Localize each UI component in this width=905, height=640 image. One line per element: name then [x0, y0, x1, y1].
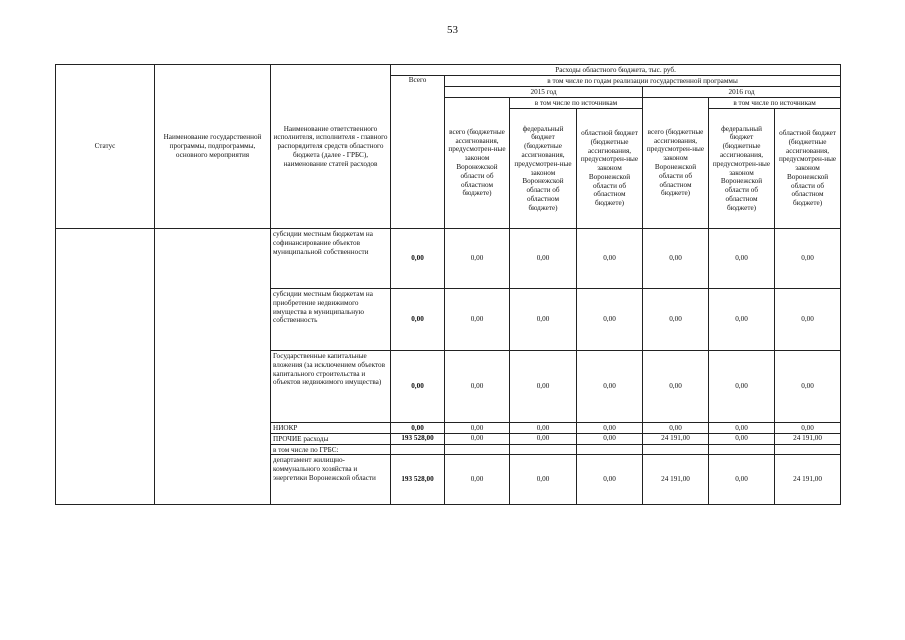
- header-all-2015: всего (бюджетные ассигнования, предусмотрен-ные законом Воронежской области об областном бюджете): [445, 98, 510, 229]
- row-2015-federal: 0,00: [510, 423, 577, 434]
- row-2015-regional: 0,00: [577, 229, 643, 289]
- row-total: 0,00: [391, 423, 445, 434]
- header-year-2016: 2016 год: [643, 87, 841, 98]
- row-2015-all: 0,00: [445, 351, 510, 423]
- row-2016-regional: 0,00: [775, 229, 841, 289]
- row-2015-regional: 0,00: [577, 433, 643, 444]
- row-2015-regional: 0,00: [577, 423, 643, 434]
- row-2015-federal: 0,00: [510, 455, 577, 505]
- row-2015-all: 0,00: [445, 229, 510, 289]
- empty-cell: [445, 444, 510, 455]
- row-2015-all: 0,00: [445, 423, 510, 434]
- row-total: 193 528,00: [391, 433, 445, 444]
- header-year-2015: 2015 год: [445, 87, 643, 98]
- empty-cell: [775, 444, 841, 455]
- header-sources-2015: в том числе по источникам: [510, 98, 643, 109]
- header-sources-2016: в том числе по источникам: [709, 98, 841, 109]
- row-2016-regional: 0,00: [775, 289, 841, 351]
- header-by-years: в том числе по годам реализации государственной программы: [445, 76, 841, 87]
- empty-cell: [510, 444, 577, 455]
- row-2016-federal: 0,00: [709, 455, 775, 505]
- row-2015-federal: 0,00: [510, 289, 577, 351]
- row-2016-federal: 0,00: [709, 423, 775, 434]
- header-regional-2015: областной бюджет (бюджетные ассигнования, предусмотрен-ные законом Воронежской области об областном бюджете): [577, 109, 643, 229]
- row-2016-regional: 24 191,00: [775, 455, 841, 505]
- row-2016-federal: 0,00: [709, 433, 775, 444]
- row-name: субсидии местным бюджетам на софинансирование объектов муниципальной собственности: [271, 229, 391, 289]
- empty-cell: [709, 444, 775, 455]
- row-2016-all: 0,00: [643, 423, 709, 434]
- row-2016-all: 0,00: [643, 289, 709, 351]
- row-total: 0,00: [391, 289, 445, 351]
- row-2015-all: 0,00: [445, 289, 510, 351]
- row-total: 193 528,00: [391, 455, 445, 505]
- header-regional-2016: областной бюджет (бюджетные ассигнования, предусмотрен-ные законом Воронежской области об областном бюджете): [775, 109, 841, 229]
- header-status: Статус: [56, 65, 155, 229]
- row-2015-regional: 0,00: [577, 455, 643, 505]
- status-cell: [56, 229, 155, 505]
- header-row-1: [56, 65, 841, 76]
- empty-cell: [643, 444, 709, 455]
- row-total: 0,00: [391, 351, 445, 423]
- row-name: Государственные капитальные вложения (за исключением объектов капитального строительства и объектов недвижимого имущества): [271, 351, 391, 423]
- header-all-2016: всего (бюджетные ассигнования, предусмотрен-ные законом Воронежской области об областном бюджете): [643, 98, 709, 229]
- header-expenses-title: Расходы областного бюджета, тыс. руб.: [391, 65, 841, 76]
- row-name: департамент жилищно-коммунального хозяйства и энергетики Воронежской области: [271, 455, 391, 505]
- row-2016-federal: 0,00: [709, 229, 775, 289]
- row-2016-federal: 0,00: [709, 289, 775, 351]
- budget-table: [55, 64, 841, 505]
- row-2015-federal: 0,00: [510, 229, 577, 289]
- header-total: Всего: [391, 76, 445, 229]
- empty-cell: [577, 444, 643, 455]
- header-federal-2015: федеральный бюджет (бюджетные ассигнования, предусмотрен-ные законом Воронежской области об областном бюджете): [510, 109, 577, 229]
- row-name: субсидии местным бюджетам на приобретение недвижимого имущества в муниципальную собственность: [271, 289, 391, 351]
- row-2016-federal: 0,00: [709, 351, 775, 423]
- row-2015-federal: 0,00: [510, 351, 577, 423]
- table-row: [56, 229, 841, 289]
- row-2015-all: 0,00: [445, 455, 510, 505]
- row-2016-regional: 24 191,00: [775, 433, 841, 444]
- row-name: ПРОЧИЕ расходы: [271, 433, 391, 444]
- row-2016-all: 0,00: [643, 229, 709, 289]
- row-2016-all: 24 191,00: [643, 455, 709, 505]
- row-2015-regional: 0,00: [577, 351, 643, 423]
- row-2016-regional: 0,00: [775, 423, 841, 434]
- row-name: НИОКР: [271, 423, 391, 434]
- row-2016-all: 0,00: [643, 351, 709, 423]
- header-federal-2016: федеральный бюджет (бюджетные ассигнования, предусмотрен-ные законом Воронежской области об областном бюджете): [709, 109, 775, 229]
- row-2016-all: 24 191,00: [643, 433, 709, 444]
- row-name: в том числе по ГРБС:: [271, 444, 391, 455]
- header-executor: Наименование ответственного исполнителя, исполнителя - главного распорядителя средств областного бюджета (далее - ГРБС), наименование статей расходов: [271, 65, 391, 229]
- page-number: 53: [447, 24, 458, 36]
- row-2016-regional: 0,00: [775, 351, 841, 423]
- program-cell: [155, 229, 271, 505]
- row-total: 0,00: [391, 229, 445, 289]
- row-2015-federal: 0,00: [510, 433, 577, 444]
- row-2015-all: 0,00: [445, 433, 510, 444]
- empty-cell: [391, 444, 445, 455]
- row-2015-regional: 0,00: [577, 289, 643, 351]
- header-program-name: Наименование государственной программы, подпрограммы, основного мероприятия: [155, 65, 271, 229]
